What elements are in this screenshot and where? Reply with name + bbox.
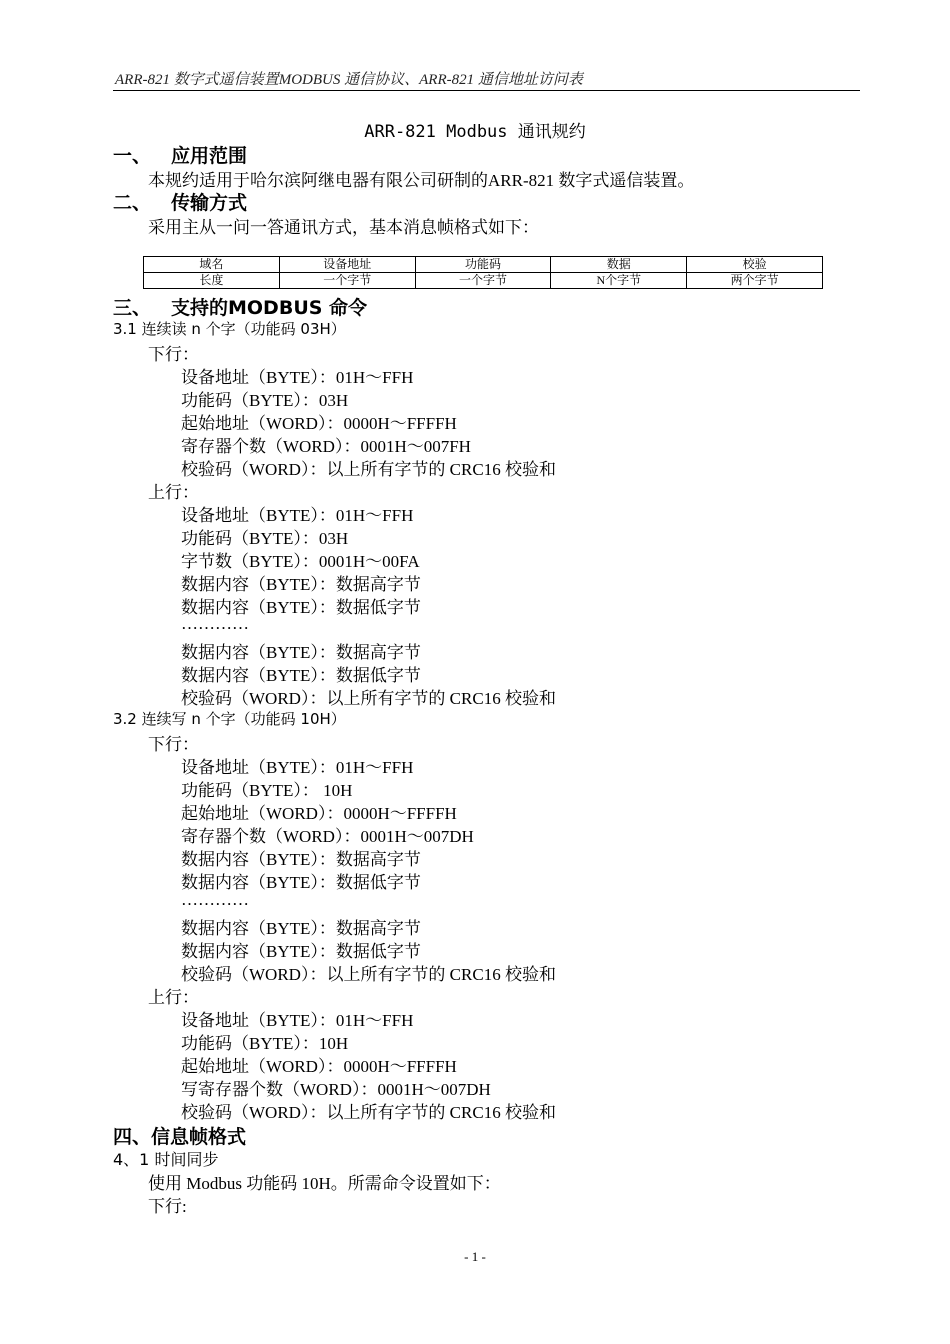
- table-row: [144, 273, 823, 289]
- field-line: 功能码（BYTE）：03H: [181, 391, 349, 410]
- subsection-3-1-title: 3.1 连续读 n 个字（功能码 03H）: [113, 320, 346, 338]
- table-cell: 域名: [144, 257, 280, 273]
- field-line: 数据内容（BYTE）：数据低字节: [181, 942, 421, 961]
- uplink-label: 上行：: [148, 483, 199, 502]
- table-header-row: [144, 257, 823, 273]
- field-line: 寄存器个数（WORD）：0001H～007FH: [181, 437, 471, 456]
- section-1-text: 本规约适用于哈尔滨阿继电器有限公司研制的ARR-821 数字式遥信装置。: [148, 171, 695, 190]
- section-heading-3: [113, 293, 367, 320]
- field-line: 功能码（BYTE）：10H: [181, 1034, 349, 1053]
- header-rule: [113, 90, 860, 91]
- downlink-label: 下行：: [148, 735, 199, 754]
- table-cell: 数据: [551, 257, 687, 273]
- field-line: 设备地址（BYTE）：01H～FFH: [181, 758, 414, 777]
- field-line: 设备地址（BYTE）：01H～FFH: [181, 506, 414, 525]
- table-cell: 功能码: [415, 257, 551, 273]
- section-heading-4: [113, 1122, 246, 1149]
- downlink-label: 下行:: [148, 1197, 187, 1216]
- field-line: 校验码（WORD）：以上所有字节的 CRC16 校验和: [181, 1103, 556, 1122]
- field-line: 校验码（WORD）：以上所有字节的 CRC16 校验和: [181, 460, 556, 479]
- table-cell: 长度: [144, 273, 280, 289]
- downlink-label: 下行：: [148, 345, 199, 364]
- subsection-4-1-title: 4、1 时间同步: [113, 1150, 219, 1169]
- running-header: ARR-821 数字式遥信装置MODBUS 通信协议、ARR-821 通信地址访问表: [115, 72, 583, 88]
- field-line: 功能码（BYTE）：03H: [181, 529, 349, 548]
- table-cell: 设备地址: [279, 257, 415, 273]
- message-frame-table: [143, 256, 823, 289]
- document-title: ARR-821 Modbus 通讯规约: [364, 122, 586, 142]
- field-line: 起始地址（WORD）：0000H～FFFFH: [181, 1057, 457, 1076]
- field-line: 功能码（BYTE）： 10H: [181, 781, 353, 800]
- field-line: 数据内容（BYTE）：数据低字节: [181, 873, 421, 892]
- field-line: 设备地址（BYTE）：01H～FFH: [181, 368, 414, 387]
- table-cell: 两个字节: [687, 273, 823, 289]
- section-2-text: 采用主从一问一答通讯方式，基本消息帧格式如下：: [148, 218, 539, 237]
- uplink-label: 上行：: [148, 988, 199, 1007]
- field-line: 数据内容（BYTE）：数据高字节: [181, 643, 421, 662]
- section-heading-2: [113, 188, 247, 215]
- section-heading-1: [113, 141, 247, 168]
- field-line: 数据内容（BYTE）：数据低字节: [181, 598, 421, 617]
- section-number: 二、: [113, 192, 152, 214]
- field-line: 数据内容（BYTE）：数据高字节: [181, 850, 421, 869]
- section-number: 一、: [113, 145, 152, 167]
- table-cell: 一个字节: [415, 273, 551, 289]
- field-line: 校验码（WORD）：以上所有字节的 CRC16 校验和: [181, 689, 556, 708]
- table-cell: 一个字节: [279, 273, 415, 289]
- field-line: 设备地址（BYTE）：01H～FFH: [181, 1011, 414, 1030]
- field-line: 起始地址（WORD）：0000H～FFFFH: [181, 804, 457, 823]
- field-line: 数据内容（BYTE）：数据高字节: [181, 919, 421, 938]
- field-line: 校验码（WORD）：以上所有字节的 CRC16 校验和: [181, 965, 556, 984]
- field-line: 寄存器个数（WORD）：0001H～007DH: [181, 827, 474, 846]
- field-line: 数据内容（BYTE）：数据高字节: [181, 575, 421, 594]
- field-line: 写寄存器个数（WORD）：0001H～007DH: [181, 1080, 491, 1099]
- field-line: 字节数（BYTE）：0001H～00FA: [181, 552, 420, 571]
- page-number: - 1 -: [464, 1249, 486, 1264]
- table-cell: 校验: [687, 257, 823, 273]
- table-cell: N个字节: [551, 273, 687, 289]
- field-line: 数据内容（BYTE）：数据低字节: [181, 666, 421, 685]
- section-title: 信息帧格式: [151, 1126, 247, 1148]
- ellipsis-line: …………: [181, 614, 249, 633]
- field-line: 起始地址（WORD）：0000H～FFFFH: [181, 414, 457, 433]
- section-number: 四、: [113, 1126, 152, 1148]
- section-title: 传输方式: [171, 192, 248, 214]
- section-title: 应用范围: [171, 145, 248, 167]
- section-title: 支持的MODBUS 命令: [171, 297, 368, 319]
- section-number: 三、: [113, 297, 152, 319]
- subsection-3-2-title: 3.2 连续写 n 个字（功能码 10H）: [113, 710, 346, 728]
- ellipsis-line: …………: [181, 890, 249, 909]
- section-4-1-text: 使用 Modbus 功能码 10H。所需命令设置如下：: [148, 1174, 501, 1193]
